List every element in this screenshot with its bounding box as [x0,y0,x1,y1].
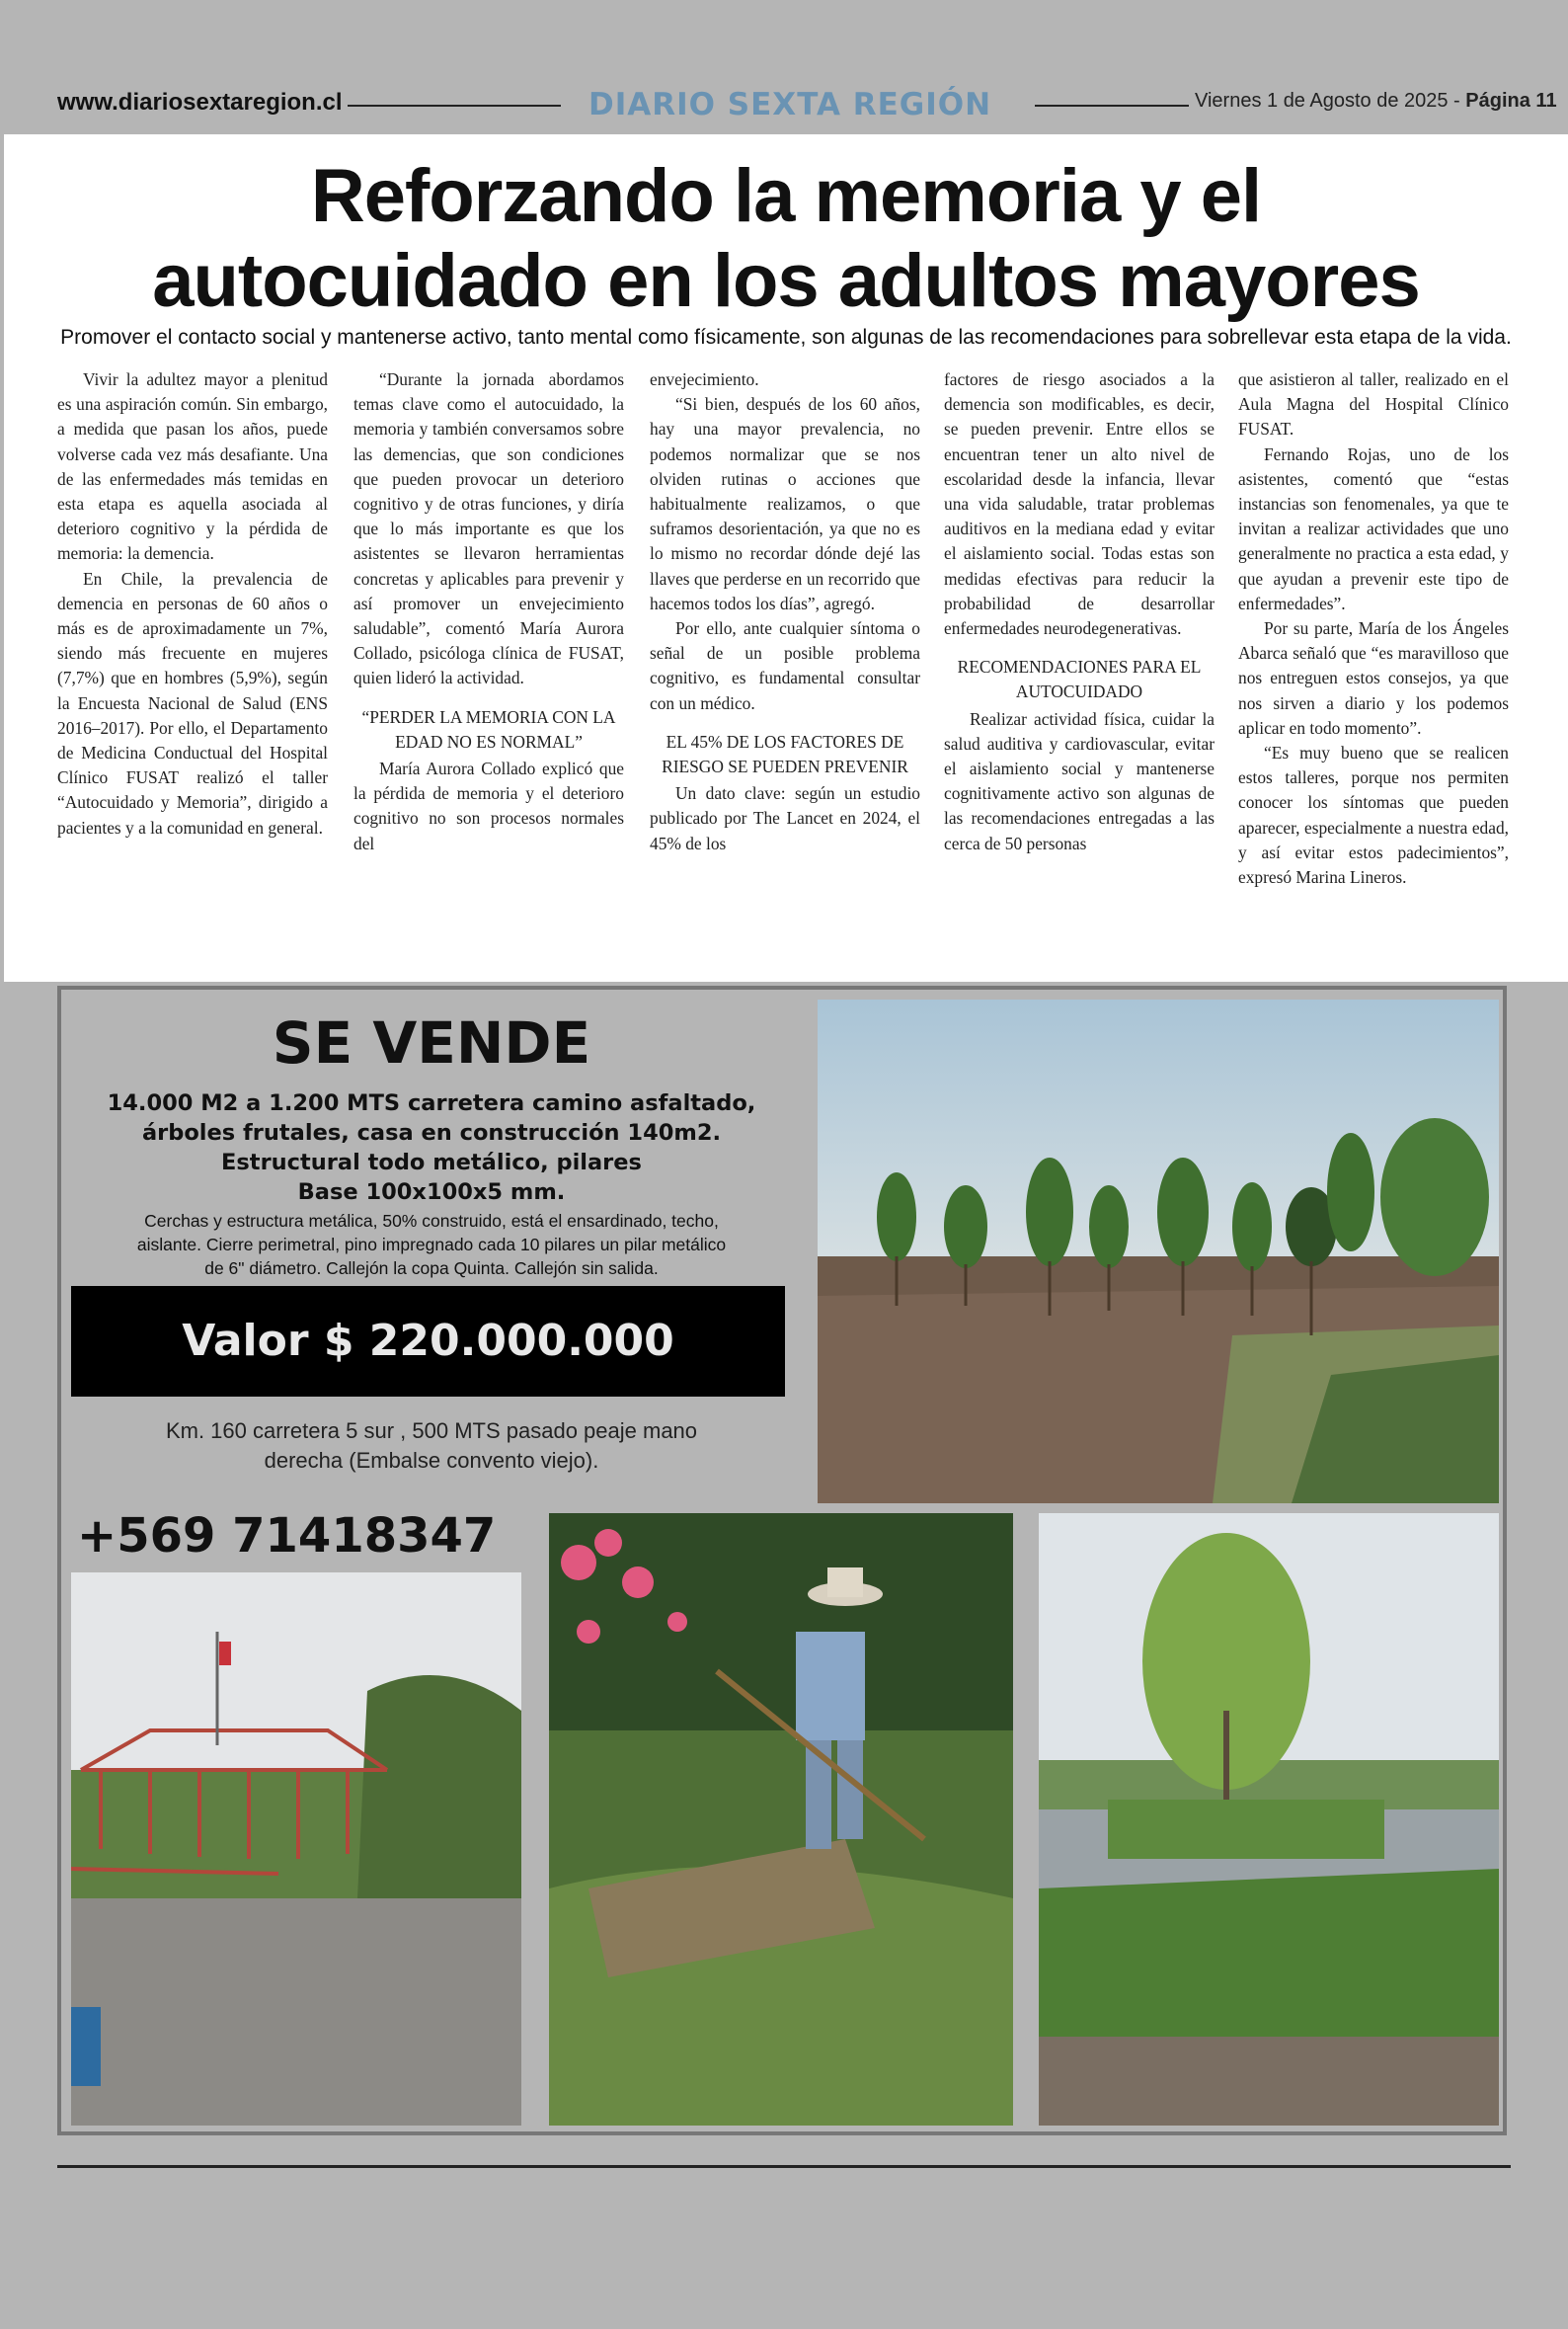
bottom-rule [57,2165,1511,2168]
paragraph: En Chile, la prevalencia de demencia en personas de 60 años o más es de aproximadamente un 7%, siendo más frecuente en mujeres (7,7%) que en hombres (5,9%), según la Encuesta Nacional de Salud (ENS 2016–2017). Por ello, el Departamento de Medicina Conductual del Hospital Clínico FUSAT realizó el taller “Autocuidado y Memoria”, dirigido a pacientes y a la comunidad en general. [57,568,328,838]
page-number: Página 11 [1465,90,1557,112]
paragraph: Por ello, ante cualquier síntoma o señal de un posible problema cognitivo, es fundamental consultar con un médico. [650,618,920,713]
pond-garden-photo [1039,1513,1499,2126]
detail-line: Cerchas y estructura metálica, 50% construido, está el ensardinado, techo, [144,1211,719,1231]
issue-date [1195,90,1557,113]
article-headline [4,154,1568,324]
section-heading: RECOMENDACIONES PARA EL AUTOCUIDADO [957,657,1202,702]
section-heading: “PERDER LA MEMORIA CON LA EDAD NO ES NORMAL” [361,706,616,752]
feature-line: Base 100x100x5 mm. [297,1179,566,1205]
article-column-3 [650,367,920,856]
ad-location [61,1416,802,1476]
paragraph: “Durante la jornada abordamos temas clave como el autocuidado, la memoria y también conversamos sobre las demencias, que son condiciones que pueden provocar un deterioro cognitivo y de otras funciones, y diría que lo más importante es que los asistentes se llevaron herramientas concretas y aplicables para prevenir y así promover un envejecimiento saludable”, comentó María Aurora Collado, psicóloga clínica de FUSAT, quien lideró la actividad. [353,369,624,688]
paragraph: “Si bien, después de los 60 años, hay una mayor prevalencia, no podemos normalizar que se nos olviden rutinas o acciones que habitualmente realizamos, o que suframos desorientación, ya que no es lo mismo no recordar dónde dejé las llaves que perderse en un recorrido que hacemos todos los días”, agregó. [650,394,920,613]
paragraph: Un dato clave: según un estudio publicado por The Lancet en 2024, el 45% de los [650,783,920,853]
ad-main-features [61,1088,802,1207]
paragraph: “Es muy bueno que se realicen estos talleres, porque nos permiten conocer los síntomas que pueden aparecer, especialmente a nuestra edad, y así evitar estos padecimientos”, expresó Marina Lineros. [1238,743,1509,888]
paragraph: Por su parte, María de los Ángeles Abarca señaló que “es maravilloso que nos entreguen estos consejos, ya que nos sirven a diario y los podemos aplicar en todo momento”. [1238,618,1509,738]
detail-line: de 6" diámetro. Callejón la copa Quinta. Callejón sin salida. [204,1258,659,1278]
article-column-5 [1238,367,1509,890]
paragraph: Realizar actividad física, cuidar la salud auditiva y cardiovascular, evitar el aislamiento social y mantenerse cognitivamente activo son algunas de las recomendaciones entregadas a las cerca de 50 personas [944,708,1215,853]
price-banner: Valor $ 220.000.000 [71,1286,785,1397]
article-column-2 [353,367,624,856]
property-sale-ad [57,986,1507,2135]
section-heading: EL 45% DE LOS FACTORES DE RIESGO SE PUEDEN PREVENIR [662,731,908,777]
newspaper-brand: DIARIO SEXTA REGIÓN [588,87,992,122]
location-line: Km. 160 carretera 5 sur , 500 MTS pasado peaje mano [165,1418,698,1443]
header-rule-left [348,105,561,107]
date-text: Viernes 1 de Agosto de 2025 - [1195,90,1460,112]
field-trees-photo [818,1000,1499,1503]
feature-line: 14.000 M2 a 1.200 MTS carretera camino asfaltado, [107,1090,756,1116]
paragraph: envejecimiento. [650,369,759,389]
news-article [4,134,1568,982]
paragraph: que asistieron al taller, realizado en el Aula Magna del Hospital Clínico FUSAT. [1238,369,1509,440]
metal-structure-photo [71,1572,521,2126]
feature-line: Estructural todo metálico, pilares [221,1150,642,1175]
article-subhead: Promover el contacto social y mantenerse activo, tanto mental como físicamente, son algunas de las recomendaciones para sobrellevar esta etapa de la vida. [60,326,1512,349]
ad-details [61,1209,802,1280]
ad-title: SE VENDE [272,1009,591,1077]
paragraph: factores de riesgo asociados a la demencia son modificables, es decir, se pueden prevenir. Entre ellos se encuentran tener un alto nivel de escolaridad desde la infancia, llevar una vida saludable, tratar problemas auditivos en la mediana edad y evitar el aislamiento social. Todas estas son medidas efectivas para reducir la probabilidad de desarrollar enfermedades neurodegenerativas. [944,369,1215,639]
article-column-1 [57,367,328,841]
paragraph: Fernando Rojas, uno de los asistentes, comentó que “estas instancias son fenomenales, ya que te invitan a realizar actividades que uno generalmente no practica a esta edad, y que ayudan a prevenir este tipo de enfermedades”. [1238,443,1509,613]
site-url: www.diariosextaregion.cl [57,89,343,116]
header-rule-right [1035,105,1189,107]
article-column-4 [944,367,1215,856]
page-header [0,77,1568,132]
detail-line: aislante. Cierre perimetral, pino impregnado cada 10 pilares un pilar metálico [136,1235,727,1254]
headline-line-2: autocuidado en los adultos mayores [152,239,1420,323]
contact-phone[interactable]: +569 71418347 [77,1508,497,1564]
feature-line: árboles frutales, casa en construcción 140m2. [141,1120,722,1146]
paragraph: Vivir la adultez mayor a plenitud es una aspiración común. Sin embargo, a medida que pasan los años, puede volverse cada vez más desafiante. Una de las enfermedades más temidas en esta etapa es aquella asociada al deterioro cognitivo y la pérdida de memoria: la demencia. [57,369,328,564]
paragraph: María Aurora Collado explicó que la pérdida de memoria y el deterioro cognitivo no son procesos normales del [353,759,624,853]
man-gardening-photo [549,1513,1013,2126]
location-line: derecha (Embalse convento viejo). [264,1448,599,1473]
headline-line-1: Reforzando la memoria y el [310,154,1262,238]
